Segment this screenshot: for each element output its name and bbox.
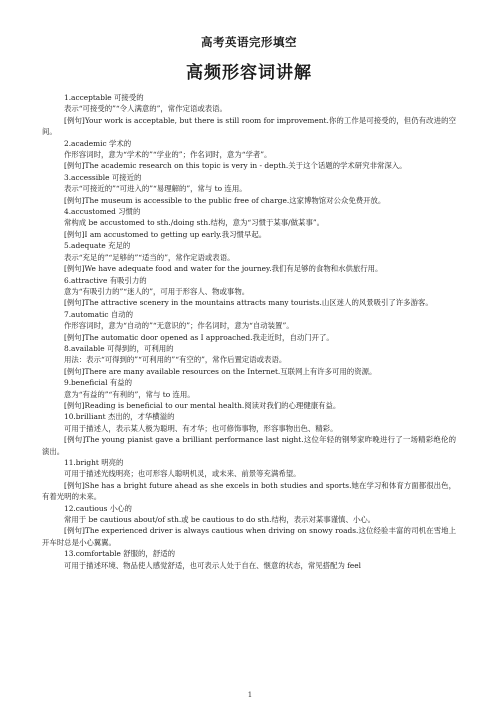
entry-heading: 5.adequate 充足的	[64, 241, 131, 251]
vocab-entry	[42, 206, 456, 240]
page-number: 1	[247, 691, 253, 699]
example-sentence: [例句]The experienced driver is always cautious when driving on snowy roads.这位经验丰富的司机在雪地上开车时总是小心翼翼。	[42, 526, 456, 547]
document-title: 高频形容词讲解	[186, 63, 312, 83]
vocab-entry	[42, 457, 456, 503]
example-sentence: [例句]The young pianist gave a brilliant performance last night.这位年轻的钢琴家昨晚进行了一场精彩绝伦的演出。	[42, 435, 456, 456]
entry-heading: 3.accessible 可接近的	[64, 172, 142, 182]
example-sentence: [例句]The attractive scenery in the mountains attracts many tourists.山区迷人的风景吸引了许多游客。	[64, 298, 433, 308]
vocab-entry	[42, 309, 456, 343]
vocab-entry	[42, 411, 456, 457]
vocab-entry	[42, 548, 456, 571]
entry-heading: 8.available 可得到的，可利用的	[64, 343, 174, 353]
entry-heading: 10.brilliant 杰出的，才华横溢的	[64, 412, 175, 422]
vocab-entry	[42, 377, 456, 411]
vocab-entry	[42, 240, 456, 274]
usage-note: 常用于 be cautious about/of sth.或 be cautious to do sth.结构，表示对某事谨慎、小心。	[64, 515, 376, 525]
usage-note: 意为“有益的”“有利的”，常与 to 连用。	[64, 389, 195, 399]
entry-heading: 2.academic 学术的	[64, 138, 132, 148]
usage-note: 意为“有吸引力的”“迷人的”，可用于形容人、物或事物。	[64, 286, 250, 296]
example-sentence: [例句]Your work is acceptable, but there is still room for improvement.你的工作是可接受的，但仍有改进的空间。	[42, 115, 456, 137]
entry-heading: 9.beneficial 有益的	[64, 378, 133, 388]
entry-heading: 7.automatic 自动的	[64, 309, 134, 319]
usage-note: 作形容词时，意为“自动的”“无意识的”；作名词时，意为“自动装置”。	[64, 321, 294, 331]
example-sentence: [例句]We have adequate food and water for the journey.我们有足够的食物和水供旅行用。	[64, 264, 383, 274]
example-sentence: [例句]The academic research on this topic is very in - depth.关于这个话题的学术研究非常深入。	[64, 161, 407, 171]
example-sentence: [例句]The automatic door opened as I approached.我走近时，自动门开了。	[64, 332, 334, 342]
example-sentence: [例句]I am accustomed to getting up early.我习惯早起。	[64, 229, 267, 239]
vocab-entry	[42, 275, 456, 309]
usage-note: 表示“可接近的”“可进入的”“易理解的”，常与 to 连用。	[64, 184, 247, 194]
usage-note: 常构成 be accustomed to sth./doing sth.结构，意为“习惯于某事/做某事”。	[64, 218, 324, 228]
vocab-entry	[42, 138, 456, 172]
entry-heading: 6.attractive 有吸引力的	[64, 275, 147, 285]
entry-heading: 11.bright 明亮的	[64, 458, 124, 467]
usage-note: 可用于描述人，表示某人极为聪明、有才华；也可修饰事物，形容事物出色、精彩。	[64, 423, 338, 433]
example-sentence: [例句]She has a bright future ahead as she excels in both studies and sports.她在学习和体育方面都很出色，有着光明的未来。	[42, 480, 456, 502]
vocab-entry	[42, 503, 456, 549]
usage-note: 表示“充足的”“足够的”“适当的”，常作定语或表语。	[64, 252, 235, 262]
vocab-entry	[42, 92, 456, 138]
example-sentence: [例句]The museum is accessible to the public free of charge.这家博物馆对公众免费开放。	[64, 195, 386, 205]
usage-note: 表示“可接受的”“令人满意的”，常作定语或表语。	[64, 104, 227, 114]
example-sentence: [例句]Reading is beneficial to our mental health.阅读对我们的心理健康有益。	[64, 400, 341, 410]
vocab-entry	[42, 172, 456, 206]
document-subtitle: 高考英语完形填空	[201, 35, 297, 49]
entry-heading: 1.acceptable 可接受的	[64, 93, 144, 102]
entry-heading: 12.cautious 小心的	[64, 503, 132, 513]
usage-note: 可用于描述光线明亮；也可形容人聪明机灵，或未来、前景等充满希望。	[64, 469, 301, 479]
vocab-entry	[42, 343, 456, 377]
usage-note: 用法：表示“可得到的”“可利用的”“有空的”，常作后置定语或表语。	[64, 355, 287, 365]
entry-heading: 13.comfortable 舒服的，舒适的	[64, 549, 175, 559]
example-sentence: [例句]There are many available resources on the Internet.互联网上有许多可用的资源。	[64, 366, 377, 376]
usage-note: 可用于描述环境、物品使人感觉舒适，也可表示人处于自在、惬意的状态，常见搭配为 feel	[64, 560, 362, 570]
usage-note: 作形容词时，意为“学术的”“学业的”；作名词时，意为“学者”。	[64, 150, 272, 160]
entry-heading: 4.accustomed 习惯的	[64, 207, 141, 217]
entry-list	[42, 92, 456, 571]
